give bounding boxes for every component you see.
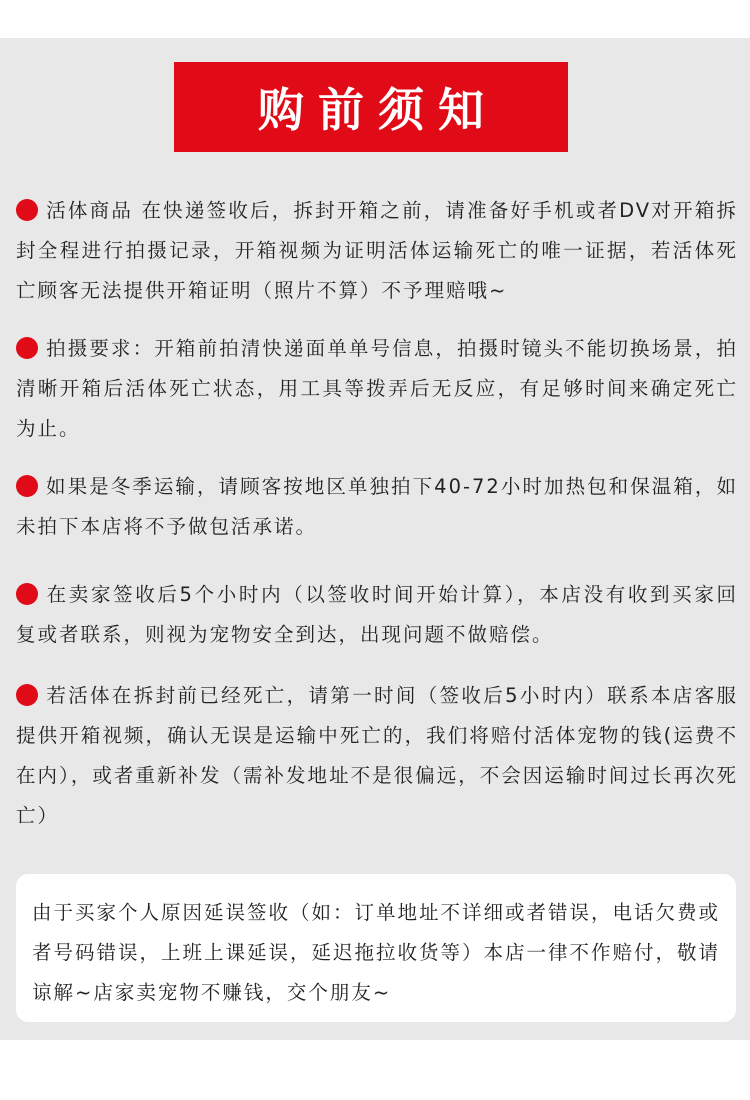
notice-text: 在卖家签收后5个小时内（以签收时间开始计算），本店没有收到买家回复或者联系，则视为宠物安全到达，出现问题不做赔偿。 [16,583,738,646]
footer-disclaimer [16,874,736,1022]
notice-item-filming-requirements [16,329,738,449]
notice-item-winter-shipping [16,467,738,547]
notice-item-unboxing-video [16,191,738,311]
red-dot-icon [16,583,38,605]
notice-text: 若活体在拆封前已经死亡，请第一时间（签收后5小时内）联系本店客服提供开箱视频，确认无误是运输中死亡的，我们将赔付活体宠物的钱(运费不在内），或者重新补发（需补发地址不是很偏远，不会因运输时间过长再次死亡） [16,684,738,827]
page-title-text: 购前须知 [258,83,498,137]
red-dot-icon [16,337,38,359]
notice-item-compensation [16,676,738,836]
notice-text: 拍摄要求：开箱前拍清快递面单单号信息，拍摄时镜头不能切换场景，拍清晰开箱后活体死亡状态，用工具等拨弄后无反应，有足够时间来确定死亡为止。 [16,337,738,440]
notice-item-arrival-confirmation [16,575,738,655]
notice-text: 活体商品 在快递签收后，拆封开箱之前，请准备好手机或者DV对开箱拆封全程进行拍摄记录，开箱视频为证明活体运输死亡的唯一证据，若活体死亡顾客无法提供开箱证明（照片不算）不予理赔哦~ [16,199,738,302]
red-dot-icon [16,199,38,221]
red-dot-icon [16,684,38,706]
footer-disclaimer-text: 由于买家个人原因延误签收（如：订单地址不详细或者错误，电话欠费或者号码错误，上班上课延误，延迟拖拉收货等）本店一律不作赔付，敬请谅解~店家卖宠物不赚钱，交个朋友~ [32,901,721,1004]
notice-text: 如果是冬季运输，请顾客按地区单独拍下40-72小时加热包和保温箱，如未拍下本店将不予做包活承诺。 [16,475,738,538]
page-title [174,62,568,152]
red-dot-icon [16,475,38,497]
